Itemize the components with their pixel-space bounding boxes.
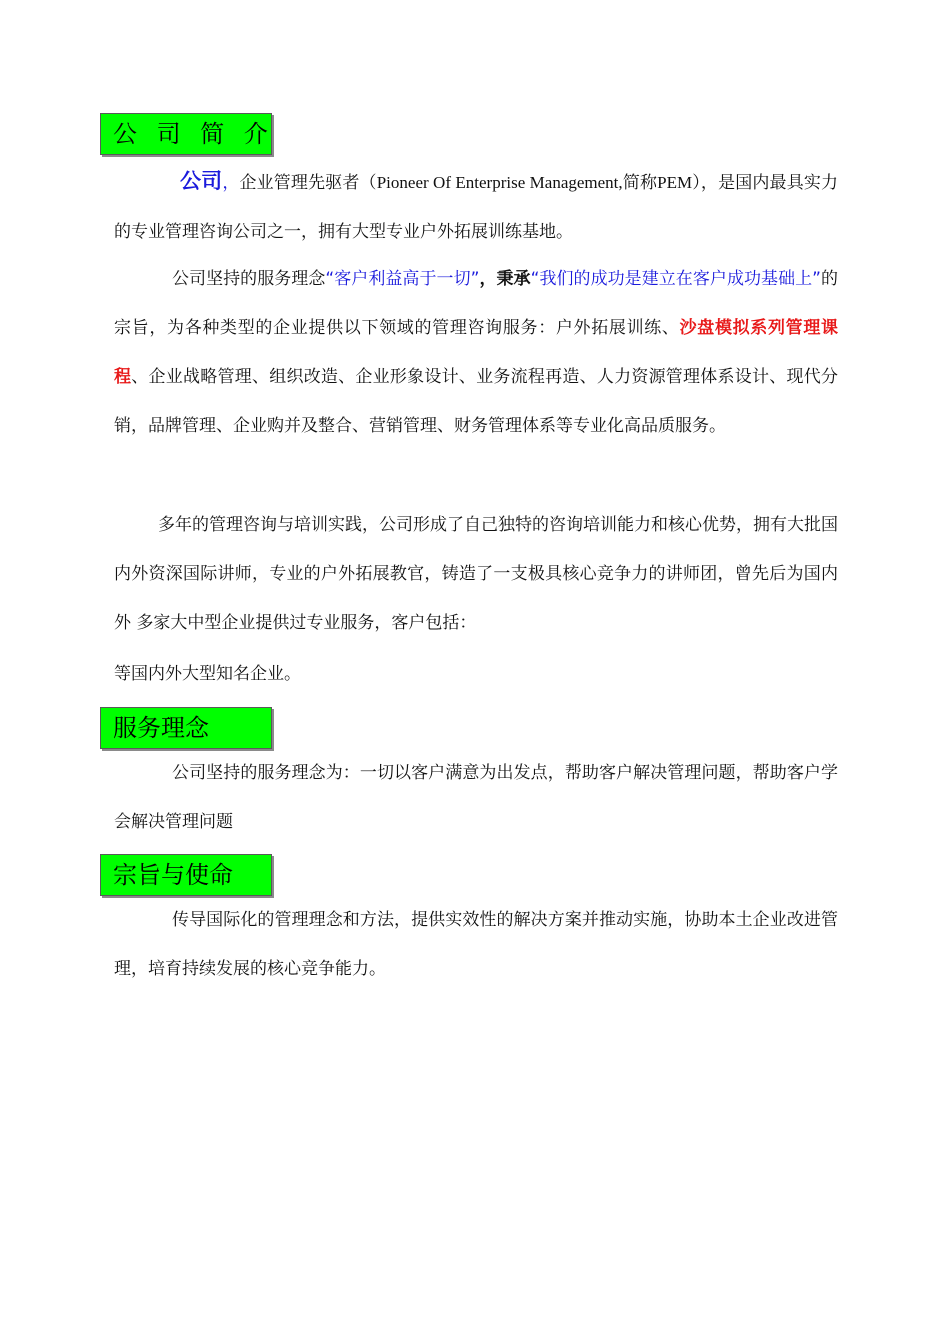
philosophy-paragraph: 公司坚持的服务理念为：一切以客户满意为出发点，帮助客户解决管理问题，帮助客户学会解决管理问题 <box>114 763 838 832</box>
intro-p2-highlight: 沙盘模拟系列管理课程 <box>114 318 839 387</box>
intro-paragraph-2 <box>114 255 838 451</box>
intro-p2-quote-2: “我们的成功是建立在客户成功基础上” <box>530 269 821 289</box>
intro-paragraph-4: 等国内外大型知名企业。 <box>114 664 301 684</box>
intro-p1-text: 企业管理先驱者（ <box>239 173 377 193</box>
heading-purpose-mission: 宗旨与使命 <box>100 854 272 896</box>
intro-p2-lead: 公司坚持的服务理念 <box>172 269 326 289</box>
company-comma: ， <box>222 173 240 193</box>
intro-paragraph-3: 多年的管理咨询与培训实践，公司形成了自己独特的咨询培训能力和核心优势，拥有大批国内外资深国际讲师，专业的户外拓展教官，铸造了一支极具核心竞争力的讲师团，曾先后为国内外 多家大中型企业提供过专业服务，客户包括： <box>114 515 838 633</box>
intro-p1-rest: ），是国内最具实力的专业管理咨询公司之一，拥有大型专业户外拓展训练基地。 <box>114 173 839 242</box>
intro-p1-english: Pioneer Of Enterprise Management, <box>376 173 623 192</box>
heading-service-philosophy: 服务理念 <box>100 707 272 749</box>
intro-p2-text: 的宗旨，为各种类型的企业提供以下领域的管理咨询服务：户外拓展训练、 <box>114 269 839 338</box>
heading-company-intro: 公 司 简 介 <box>100 113 272 155</box>
mission-paragraph: 传导国际化的管理理念和方法，提供实效性的解决方案并推动实施，协助本土企业改进管理，培育持续发展的核心竞争能力。 <box>114 910 838 979</box>
intro-p1-abbr-label: 简称 <box>622 173 658 193</box>
intro-p2-rest: 、企业战略管理、组织改造、企业形象设计、业务流程再造、人力资源管理体系设计、现代分销，品牌管理、企业购并及整合、营销管理、财务管理体系等专业化高品质服务。 <box>114 367 839 436</box>
intro-paragraph-1 <box>114 157 838 257</box>
intro-p2-mid: ，秉承 <box>479 269 531 289</box>
intro-p1-abbr: PEM <box>657 173 693 192</box>
intro-p2-quote-1: “客户利益高于一切” <box>325 269 480 289</box>
company-name: 公司 <box>180 169 223 193</box>
